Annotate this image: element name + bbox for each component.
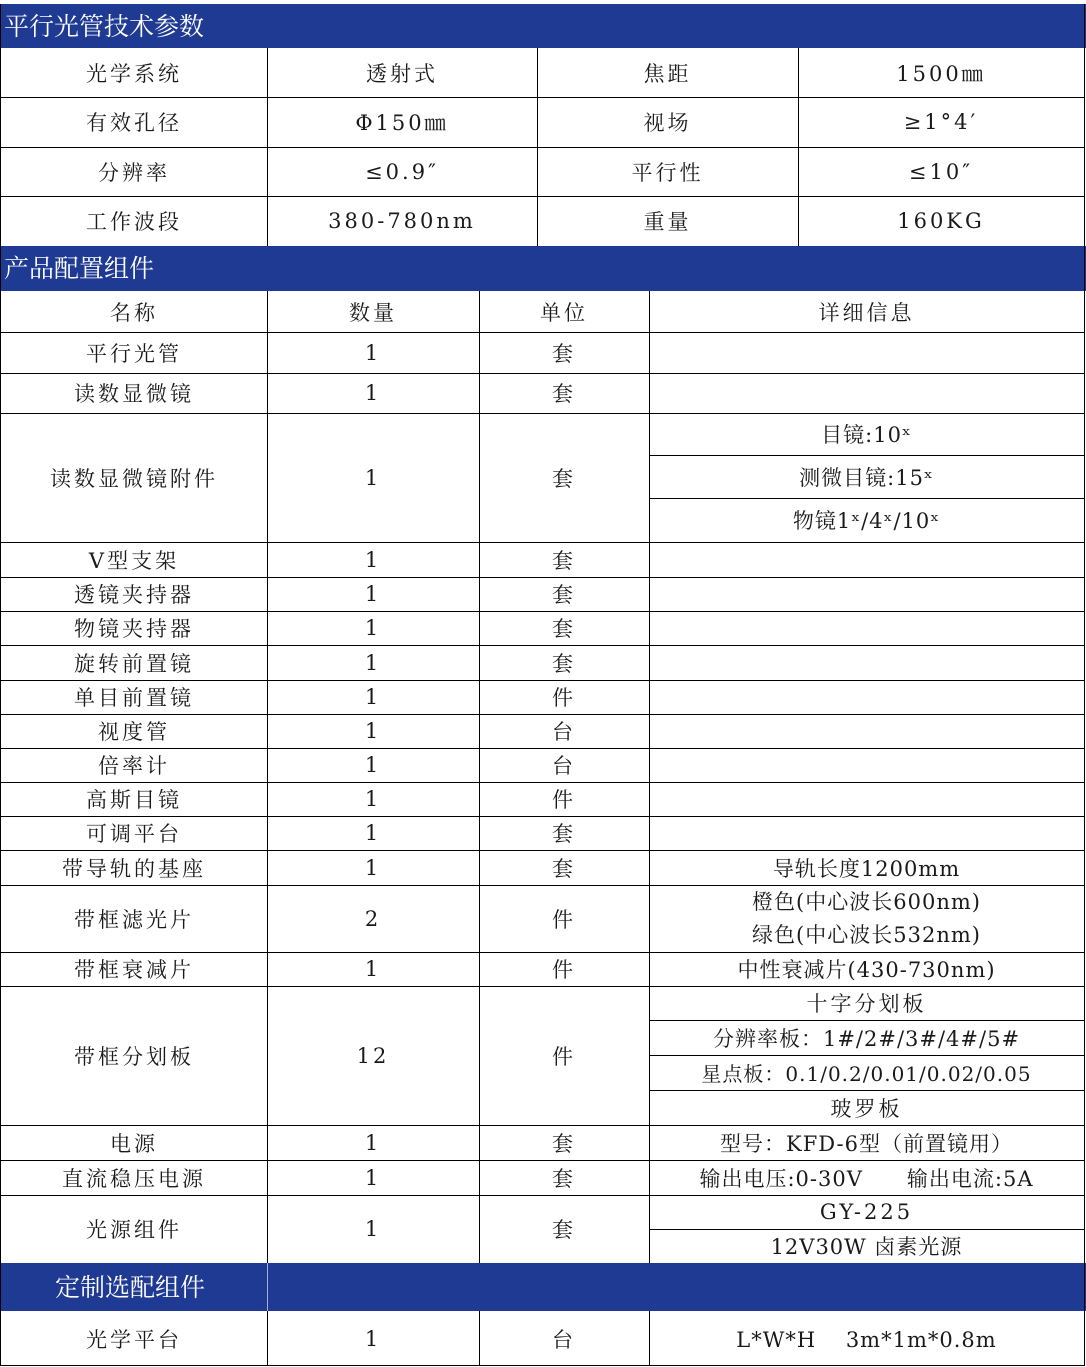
param-value: Φ150㎜ — [355, 111, 449, 135]
param-value: ≤0.9″ — [365, 159, 439, 184]
item-name: 光源组件 — [86, 1218, 182, 1242]
grid-line — [649, 1020, 1085, 1021]
item-unit: 套 — [552, 1131, 576, 1156]
item-name: 高斯目镜 — [86, 788, 182, 812]
item-name: 视度管 — [98, 720, 170, 744]
item-name: 带框滤光片 — [74, 907, 194, 932]
item-name: V型支架 — [88, 548, 180, 573]
item-qty: 1 — [364, 650, 382, 675]
item-detail: GY-225 — [819, 1200, 914, 1224]
item-unit: 套 — [552, 548, 576, 573]
item-name: 单目前置镜 — [74, 686, 194, 710]
item-qty: 1 — [364, 1165, 382, 1190]
item-qty: 1 — [364, 855, 382, 880]
item-detail: 目镜:10ˣ — [821, 423, 912, 447]
item-unit: 套 — [552, 1218, 576, 1242]
grid-line — [649, 1229, 1085, 1230]
item-qty: 2 — [364, 906, 382, 931]
param-label: 有效孔径 — [86, 111, 182, 135]
grid-line — [1084, 4, 1085, 1366]
grid-line — [649, 291, 650, 1263]
item-detail: 星点板：0.1/0.2/0.01/0.02/0.05 — [701, 1062, 1032, 1086]
column-header-unit: 单位 — [540, 300, 588, 325]
grid-line — [0, 1125, 1085, 1126]
item-detail: 橙色(中心波长600nm) — [752, 889, 981, 914]
grid-line — [0, 97, 1085, 98]
item-name: 带导轨的基座 — [62, 856, 206, 881]
item-qty: 1 — [364, 821, 382, 845]
grid-line — [0, 196, 1085, 197]
grid-line — [0, 816, 1085, 817]
grid-line — [0, 4, 1, 1366]
item-qty: 1 — [364, 787, 382, 811]
item-qty: 1 — [364, 1217, 382, 1241]
grid-line — [479, 291, 480, 1263]
param-label: 光学系统 — [86, 61, 182, 86]
grid-line — [0, 611, 1085, 612]
column-header-name: 名称 — [110, 300, 158, 325]
param-label: 焦距 — [643, 61, 692, 86]
param-value: ≤10″ — [908, 159, 974, 184]
grid-line — [479, 1311, 480, 1366]
item-unit: 套 — [552, 651, 576, 676]
item-detail: 导轨长度1200mm — [772, 856, 961, 881]
param-value: 1500㎜ — [896, 61, 986, 86]
item-name: 可调平台 — [86, 822, 182, 846]
grid-line — [267, 1263, 268, 1311]
item-name: 电源 — [110, 1131, 158, 1156]
item-detail: 绿色(中心波长532nm) — [752, 922, 981, 947]
item-detail: 测微目镜:15ˣ — [799, 465, 934, 490]
grid-line — [0, 1160, 1085, 1161]
grid-line — [267, 291, 268, 1263]
item-unit: 件 — [552, 907, 576, 932]
item-detail: 12V30W 卤素光源 — [770, 1235, 963, 1259]
item-name: 旋转前置镜 — [74, 651, 194, 676]
item-unit: 件 — [552, 958, 576, 982]
item-detail: 玻罗板 — [830, 1096, 903, 1121]
item-unit: 台 — [552, 1327, 576, 1352]
param-value: ≥1°4′ — [903, 110, 979, 134]
grid-line — [0, 714, 1085, 715]
item-unit: 套 — [552, 822, 576, 846]
param-label: 分辨率 — [98, 160, 170, 185]
item-name: 带框衰减片 — [74, 958, 194, 982]
item-qty: 1 — [364, 340, 382, 365]
item-unit: 件 — [552, 788, 576, 812]
grid-line — [267, 1311, 268, 1366]
grid-line — [0, 577, 1085, 578]
grid-line — [0, 373, 1085, 374]
item-qty: 1 — [364, 957, 382, 981]
grid-line — [0, 542, 1085, 543]
grid-line — [0, 1195, 1085, 1196]
item-qty: 1 — [364, 753, 382, 777]
grid-line — [0, 147, 1085, 148]
grid-line — [0, 645, 1085, 646]
item-unit: 套 — [552, 856, 576, 881]
item-unit: 件 — [552, 686, 576, 710]
item-name: 平行光管 — [86, 341, 182, 366]
item-unit: 台 — [552, 720, 576, 744]
item-name: 直流稳压电源 — [62, 1166, 206, 1191]
item-unit: 套 — [552, 617, 576, 641]
section-header-config — [0, 246, 1086, 291]
grid-line — [0, 952, 1085, 953]
param-label: 重量 — [643, 210, 692, 234]
item-name: 物镜夹持器 — [74, 617, 194, 641]
item-qty: 12 — [356, 1043, 390, 1068]
grid-line — [0, 885, 1085, 886]
item-unit: 套 — [552, 341, 576, 366]
item-detail: 型号：KFD-6型（前置镜用） — [720, 1131, 1013, 1156]
item-detail: 分辨率板：1#/2#/3#/4#/5# — [712, 1026, 1021, 1051]
item-detail: 十字分划板 — [806, 992, 927, 1016]
item-unit: 台 — [552, 754, 576, 778]
grid-line — [649, 1090, 1085, 1091]
item-qty: 1 — [364, 582, 382, 606]
grid-line — [0, 332, 1085, 333]
item-name: 光学平台 — [86, 1327, 182, 1352]
column-header-details: 详细信息 — [818, 300, 915, 325]
grid-line — [649, 498, 1085, 499]
section-header-tech-params — [0, 4, 1086, 48]
item-unit: 套 — [552, 382, 576, 406]
param-value: 透射式 — [366, 61, 438, 86]
item-name: 读数显微镜附件 — [50, 466, 218, 491]
item-detail: 物镜1ˣ/4ˣ/10ˣ — [792, 509, 941, 533]
item-unit: 件 — [552, 1044, 576, 1069]
item-detail: L*W*H 3m*1m*0.8m — [736, 1327, 997, 1352]
section-title: 平行光管技术参数 — [4, 11, 205, 41]
grid-line — [649, 455, 1085, 456]
section-title: 定制选配组件 — [55, 1272, 206, 1302]
item-qty: 1 — [364, 1130, 382, 1155]
param-value: 380-780nm — [328, 209, 476, 233]
item-unit: 套 — [552, 1166, 576, 1191]
section-title: 产品配置组件 — [4, 254, 155, 283]
item-name: 倍率计 — [98, 754, 170, 778]
grid-line — [0, 782, 1085, 783]
item-qty: 1 — [364, 685, 382, 709]
item-qty: 1 — [364, 1326, 382, 1351]
item-name: 读数显微镜 — [74, 382, 194, 406]
item-qty: 1 — [364, 381, 382, 405]
item-detail: 中性衰减片(430-730nm) — [737, 958, 996, 982]
item-name: 带框分划板 — [74, 1044, 194, 1069]
param-value: 160KG — [897, 209, 985, 233]
item-unit: 套 — [552, 583, 576, 607]
section-header-custom — [0, 1263, 1086, 1311]
grid-line — [649, 1311, 650, 1366]
item-qty: 1 — [364, 547, 382, 572]
grid-line — [0, 986, 1085, 987]
item-unit: 套 — [552, 466, 576, 491]
item-qty: 1 — [364, 719, 382, 743]
item-detail-group — [649, 885, 1084, 952]
grid-line — [0, 748, 1085, 749]
grid-line — [0, 413, 1085, 414]
item-qty: 1 — [364, 616, 382, 640]
grid-line — [649, 1055, 1085, 1056]
column-header-qty: 数量 — [349, 300, 397, 325]
item-qty: 1 — [364, 465, 382, 490]
item-name: 透镜夹持器 — [74, 583, 194, 607]
grid-line — [0, 1365, 1085, 1366]
grid-line — [0, 680, 1085, 681]
param-label: 工作波段 — [86, 210, 182, 234]
param-label: 视场 — [643, 111, 692, 135]
param-label: 平行性 — [631, 160, 704, 185]
grid-line — [0, 850, 1085, 851]
item-detail: 输出电压:0-30V 输出电流:5A — [699, 1166, 1034, 1191]
